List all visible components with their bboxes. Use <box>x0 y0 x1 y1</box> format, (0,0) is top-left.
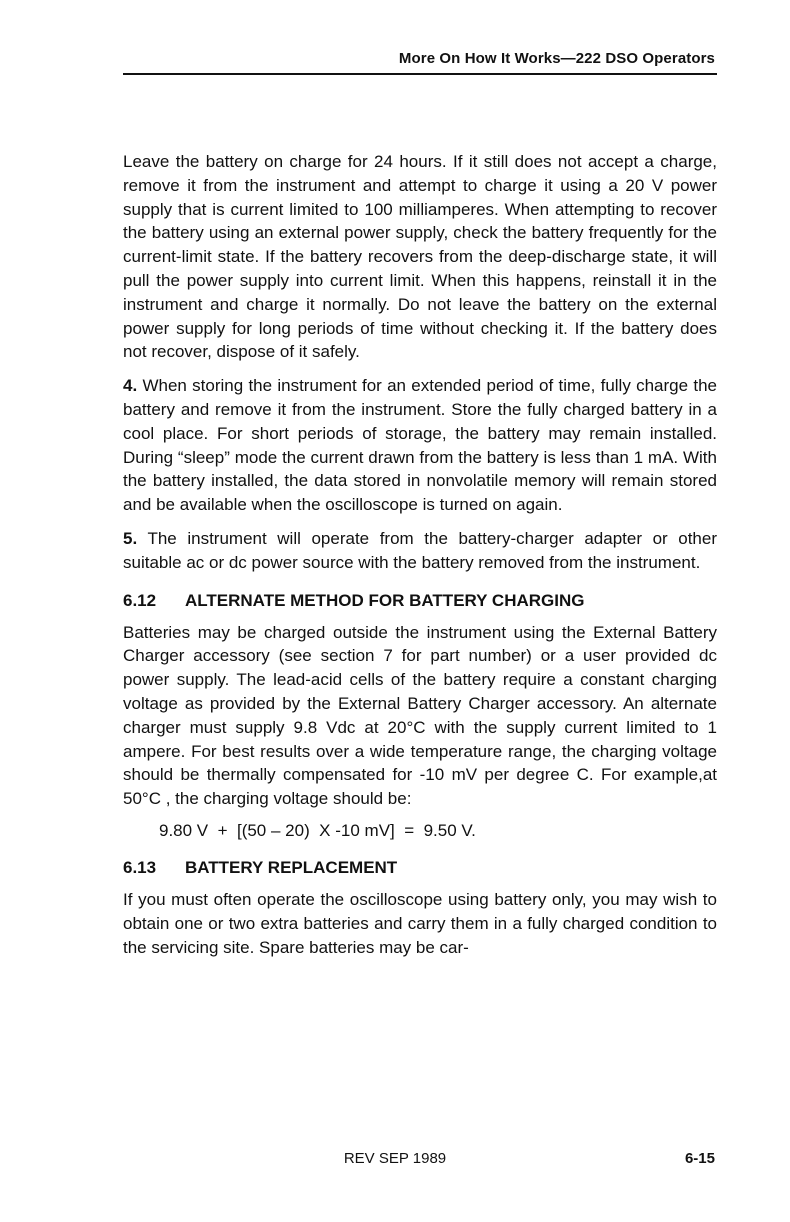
section-title: ALTERNATE METHOD FOR BATTERY CHARGING <box>185 590 585 610</box>
section-number: 6.13 <box>123 857 157 877</box>
step-text: The instrument will operate from the battery-charger adapter or other suitable ac or dc power source with the battery removed from the instrument. <box>123 528 718 572</box>
paragraph-battery-replacement: If you must often operate the oscilloscope using battery only, you may wish to obtain one or two extra batteries and carry them in a fully charged condition to the servicing site. Spare batteries may be car- <box>123 889 717 957</box>
step-number: 5. <box>123 528 138 548</box>
charging-voltage-formula: 9.80 V + [(50 – 20) X -10 mV] = 9.50 V. <box>159 820 476 840</box>
revision-date: REV SEP 1989 <box>343 1150 447 1167</box>
section-title: BATTERY REPLACEMENT <box>185 857 398 877</box>
step-text: When storing the instrument for an extended period of time, fully charge the battery and remove it from the instrument. Store the fully charged battery in a cool place. For short periods of storage, the battery may remain installed. During “sleep” mode the current drawn from the battery is less than 1 mA. With the battery installed, the data stored in nonvolatile memory will remain stored and be available when the oscilloscope is turned on again. <box>123 376 717 515</box>
section-number: 6.12 <box>123 590 157 610</box>
section-heading-6-13 <box>123 857 717 879</box>
paragraph-alternate-charging: Batteries may be charged outside the instrument using the External Battery Charger accessory (see section 7 for part number) or a user provided dc power supply. The lead-acid cells of the battery require a constant charging voltage as provided by the External Battery Charger accessory. An alternate charger must supply 9.8 Vdc at 20°C with the supply current limited to 1 ampere. For best results over a wide temperature range, the charging voltage should be thermally compensated for -10 mV per degree C. For example,at 50°C , the charging voltage should be: <box>123 622 717 809</box>
step-number: 4. <box>123 376 138 396</box>
section-heading-6-12 <box>123 590 717 612</box>
header-rule <box>123 73 717 75</box>
paragraph-step-5 <box>123 527 717 575</box>
paragraph-step-4 <box>123 374 717 517</box>
running-header: More On How It Works—222 DSO Operators <box>398 50 715 67</box>
page-number: 6-15 <box>684 1150 715 1167</box>
page-body <box>123 150 717 969</box>
paragraph-battery-recovery: Leave the battery on charge for 24 hours. If it still does not accept a charge, remove it from the instrument and attempt to charge it using a 20 V power supply that is current limited to 100 milliamperes. When attempting to recover the battery using an external power supply, check the battery frequently for the current-limit state. If the battery recovers from the deep-discharge state, it will pull the power supply into current limit. When this happens, reinstall it in the instrument and charge it normally. Do not leave the battery on the external power supply for long periods of time without checking it. If the battery does not recover, dispose of it safely. <box>123 152 717 362</box>
